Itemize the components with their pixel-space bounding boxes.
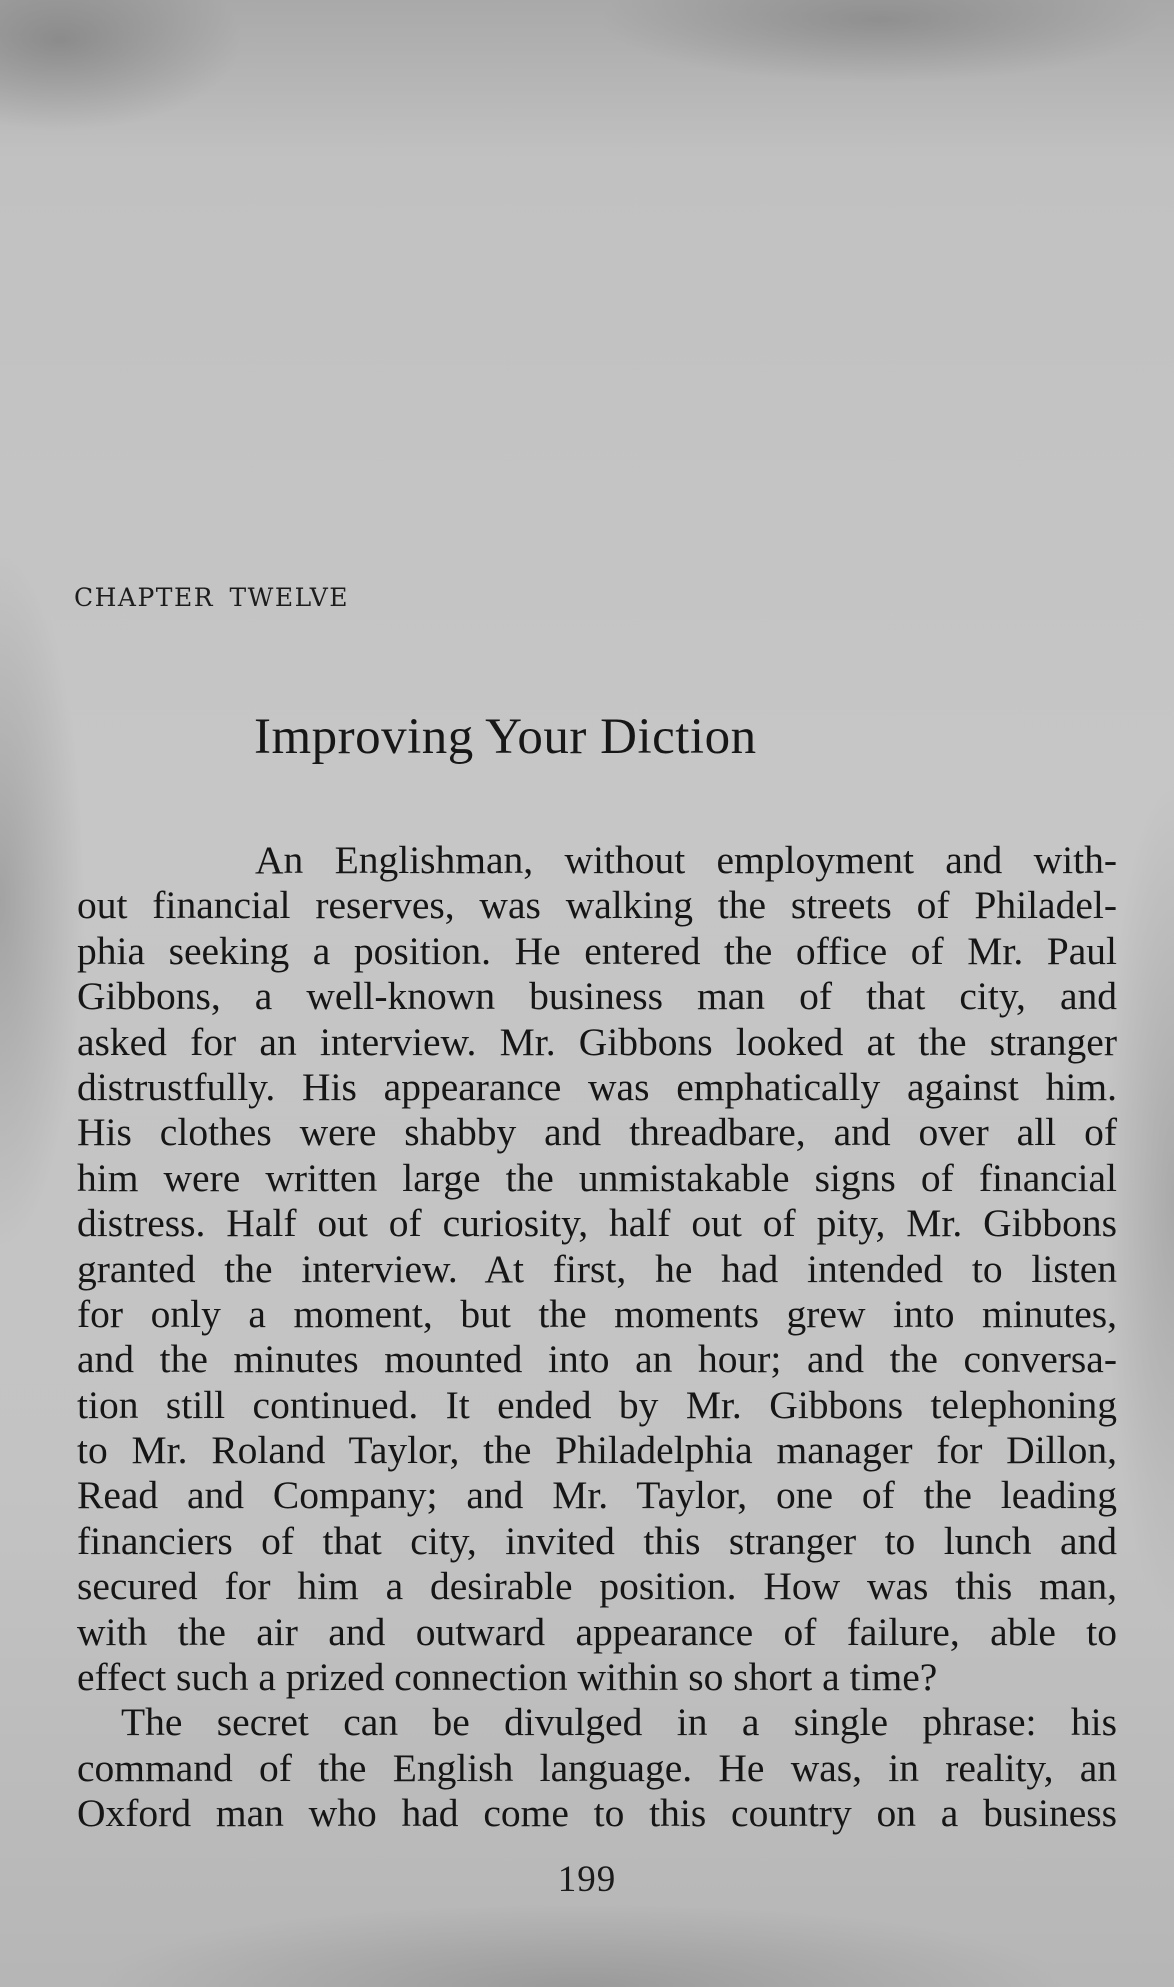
text-line: Gibbons, a well-known business man of that city, and	[77, 974, 1117, 1019]
text-line: and the minutes mounted into an hour; and the conversa-	[77, 1337, 1117, 1382]
paragraph-2	[77, 1700, 1117, 1836]
chapter-label: CHAPTER TWELVE	[74, 583, 350, 612]
text-line: granted the interview. At first, he had intended to listen	[77, 1246, 1117, 1291]
text-line: asked for an interview. Mr. Gibbons looked at the stranger	[77, 1019, 1117, 1064]
text-line: The secret can be divulged in a single phrase: his	[121, 1700, 1117, 1745]
page-number: 199	[557, 1859, 617, 1900]
chapter-title: Improving Your Diction	[254, 709, 757, 765]
text-line: to Mr. Roland Taylor, the Philadelphia manager for Dillon,	[77, 1428, 1117, 1473]
text-line: secured for him a desirable position. How was this man,	[77, 1564, 1117, 1609]
text-line: effect such a prized connection within so short a time?	[77, 1655, 938, 1700]
text-line: distress. Half out of curiosity, half out of pity, Mr. Gibbons	[77, 1201, 1117, 1246]
text-line: out financial reserves, was walking the streets of Philadel-	[77, 883, 1117, 928]
text-line: Oxford man who had come to this country on a business	[77, 1791, 1117, 1836]
text-line: Read and Company; and Mr. Taylor, one of the leading	[77, 1473, 1117, 1518]
text-line: distrustfully. His appearance was emphatically against him.	[77, 1064, 1117, 1109]
text-line: His clothes were shabby and threadbare, and over all of	[77, 1110, 1117, 1155]
text-line: tion still continued. It ended by Mr. Gibbons telephoning	[77, 1382, 1117, 1427]
text-line: financiers of that city, invited this stranger to lunch and	[77, 1518, 1117, 1563]
text-line: An Englishman, without employment and with-	[255, 838, 1117, 882]
text-line: with the air and outward appearance of failure, able to	[77, 1609, 1117, 1654]
body-text	[77, 838, 1117, 1837]
text-line: him were written large the unmistakable signs of financial	[77, 1155, 1117, 1200]
text-line: phia seeking a position. He entered the office of Mr. Paul	[77, 928, 1117, 973]
paragraph-1	[77, 838, 1117, 1700]
text-line: command of the English language. He was, in reality, an	[77, 1745, 1117, 1790]
text-line: for only a moment, but the moments grew into minutes,	[77, 1291, 1117, 1336]
